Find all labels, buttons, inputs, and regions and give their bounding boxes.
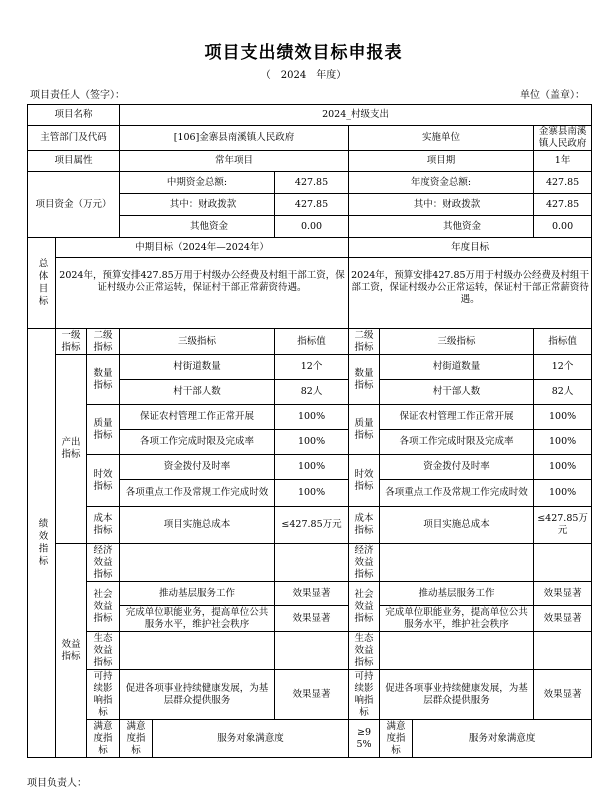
indicator-q2: 村干部人数 [120,380,275,405]
level3-header-right: 三级指标 [380,329,534,355]
year-other-value: 0.00 [534,216,592,238]
quantity-indicator-right: 数量指标 [349,355,380,405]
quantity-indicator: 数量指标 [87,355,120,405]
project-funds-label: 项目资金（万元） [28,172,120,238]
mid-fiscal-label: 其中：财政拨款 [120,194,275,216]
implementing-unit-label: 实施单位 [349,126,534,151]
quality-indicator: 质量指标 [87,405,120,455]
indicator-su1: 促进各项事业持续健康发展，为基层群众提供服务 [120,670,275,720]
indicator-s1-value: 效果显著 [275,582,349,606]
implementing-unit-value: 金寨县南溪镇人民政府 [534,126,592,151]
project-leader-label: 项目负责人： [27,778,87,789]
value-header: 指标值 [275,329,349,355]
level2-header: 二级指标 [87,329,120,355]
mid-other-label: 其他资金 [120,216,275,238]
project-period-label: 项目期 [349,151,534,172]
indicator-t1-value: 100% [275,455,349,480]
overall-goal-label: 总体目标 [28,238,56,329]
department-value: [106]金寨县南溪镇人民政府 [120,126,349,151]
year-goal-header: 年度目标 [349,238,592,258]
ecological-empty-right [380,632,534,670]
indicator-c1-value-right: ≤427.85万元 [534,507,592,544]
mid-fiscal-value: 427.85 [275,194,349,216]
project-attribute-value: 常年项目 [120,151,349,172]
indicator-ql2-right: 各项工作完成时限及完成率 [380,430,534,455]
indicator-su1-right: 促进各项事业持续健康发展，为基层群众提供服务 [380,670,534,720]
mid-total-label: 中期资金总额: [120,172,275,194]
year-total-label: 年度资金总额: [349,172,534,194]
year-other-label: 其他资金 [349,216,534,238]
year-goal-text: 2024年，预算安排427.85万用于村级办公经费及村组干部工资，保证村级办公正常运转，保证村干部正常薪资待遇。 [349,258,592,329]
ecological-value-empty-right [534,632,592,670]
economic-value-empty-right [534,544,592,582]
indicator-q2-value-right: 82人 [534,380,592,405]
indicator-sa1-value: ≥95% [349,720,380,758]
project-name-value: 2024_村级支出 [120,105,592,126]
indicator-ql1-value-right: 100% [534,405,592,430]
indicator-su1-value-right: 效果显著 [534,670,592,720]
sustainable-indicator: 可持续影响指标 [87,670,120,720]
economic-indicator: 经济效益指标 [87,544,120,582]
indicator-c1-value: ≤427.85万元 [275,507,349,544]
mid-goal-header: 中期目标（2024年—2024年） [56,238,349,258]
indicator-q1-right: 村街道数量 [380,355,534,380]
project-period-value: 1年 [534,151,592,172]
year-fiscal-value: 427.85 [534,194,592,216]
indicator-s2: 完成单位职能业务，提高单位公共服务水平，维护社会秩序 [120,606,275,632]
effect-indicator: 效益指标 [56,544,87,758]
indicator-su1-value: 效果显著 [275,670,349,720]
responsible-person-label: 项目责任人（签字）： [30,90,125,101]
satisfaction-level2-right: 满意度指标 [380,720,413,758]
indicator-s1-right: 推动基层服务工作 [380,582,534,606]
year-fiscal-label: 其中：财政拨款 [349,194,534,216]
indicator-s2-right: 完成单位职能业务，提高单位公共服务水平，维护社会秩序 [380,606,534,632]
project-attribute-label: 项目属性 [28,151,120,172]
economic-value-empty [275,544,349,582]
indicator-ql2-value: 100% [275,430,349,455]
indicator-s1: 推动基层服务工作 [120,582,275,606]
value-header-right: 指标值 [534,329,592,355]
social-indicator: 社会效益指标 [87,582,120,632]
level2-header-right: 二级指标 [349,329,380,355]
indicator-ql1: 保证农村管理工作正常开展 [120,405,275,430]
indicator-ql1-right: 保证农村管理工作正常开展 [380,405,534,430]
mid-other-value: 0.00 [275,216,349,238]
indicator-t2-value-right: 100% [534,480,592,507]
timeliness-indicator-right: 时效指标 [349,455,380,507]
year-total-value: 427.85 [534,172,592,194]
indicator-ql2-value-right: 100% [534,430,592,455]
satisfaction-indicator: 满意度指标 [87,720,120,758]
indicator-s2-value: 效果显著 [275,606,349,632]
indicator-t2: 各项重点工作及常规工作完成时效 [120,480,275,507]
indicator-t1-value-right: 100% [534,455,592,480]
mid-total-value: 427.85 [275,172,349,194]
indicator-q2-value: 82人 [275,380,349,405]
page-title: 项目支出绩效目标申报表 [204,43,403,63]
economic-empty-right [380,544,534,582]
indicator-t2-right: 各项重点工作及常规工作完成时效 [380,480,534,507]
timeliness-indicator: 时效指标 [87,455,120,507]
cost-indicator: 成本指标 [87,507,120,544]
indicator-s1-value-right: 效果显著 [534,582,592,606]
indicator-q1-value-right: 12个 [534,355,592,380]
year-line: （ 2024 年度） [260,70,347,81]
ecological-empty [120,632,275,670]
satisfaction-level2: 满意度指标 [120,720,153,758]
indicator-c1-right: 项目实施总成本 [380,507,534,544]
level3-header: 三级指标 [120,329,275,355]
performance-goal-table [27,104,592,758]
sustainable-indicator-right: 可持续影响指标 [349,670,380,720]
indicator-q2-right: 村干部人数 [380,380,534,405]
department-label: 主管部门及代码 [28,126,120,151]
cost-indicator-right: 成本指标 [349,507,380,544]
mid-goal-text: 2024年，预算安排427.85万用于村级办公经费及村组干部工资，保证村级办公正常运转，保证村干部正常薪资待遇。 [56,258,349,329]
indicator-sa1-right: 服务对象满意度 [413,720,592,758]
economic-indicator-right: 经济效益指标 [349,544,380,582]
social-indicator-right: 社会效益指标 [349,582,380,632]
indicator-ql1-value: 100% [275,405,349,430]
economic-empty [120,544,275,582]
unit-seal-label: 单位（盖章）： [520,90,585,101]
indicator-s2-value-right: 效果显著 [534,606,592,632]
indicator-t1: 资金拨付及时率 [120,455,275,480]
output-indicator: 产出指标 [56,355,87,544]
ecological-value-empty [275,632,349,670]
project-name-label: 项目名称 [28,105,120,126]
level1-header: 一级指标 [56,329,87,355]
indicator-c1: 项目实施总成本 [120,507,275,544]
indicator-q1: 村街道数量 [120,355,275,380]
performance-indicator-label: 绩效指标 [28,329,56,758]
indicator-t2-value: 100% [275,480,349,507]
indicator-q1-value: 12个 [275,355,349,380]
quality-indicator-right: 质量指标 [349,405,380,455]
ecological-indicator-right: 生态效益指标 [349,632,380,670]
indicator-t1-right: 资金拨付及时率 [380,455,534,480]
indicator-sa1: 服务对象满意度 [153,720,349,758]
indicator-ql2: 各项工作完成时限及完成率 [120,430,275,455]
ecological-indicator: 生态效益指标 [87,632,120,670]
